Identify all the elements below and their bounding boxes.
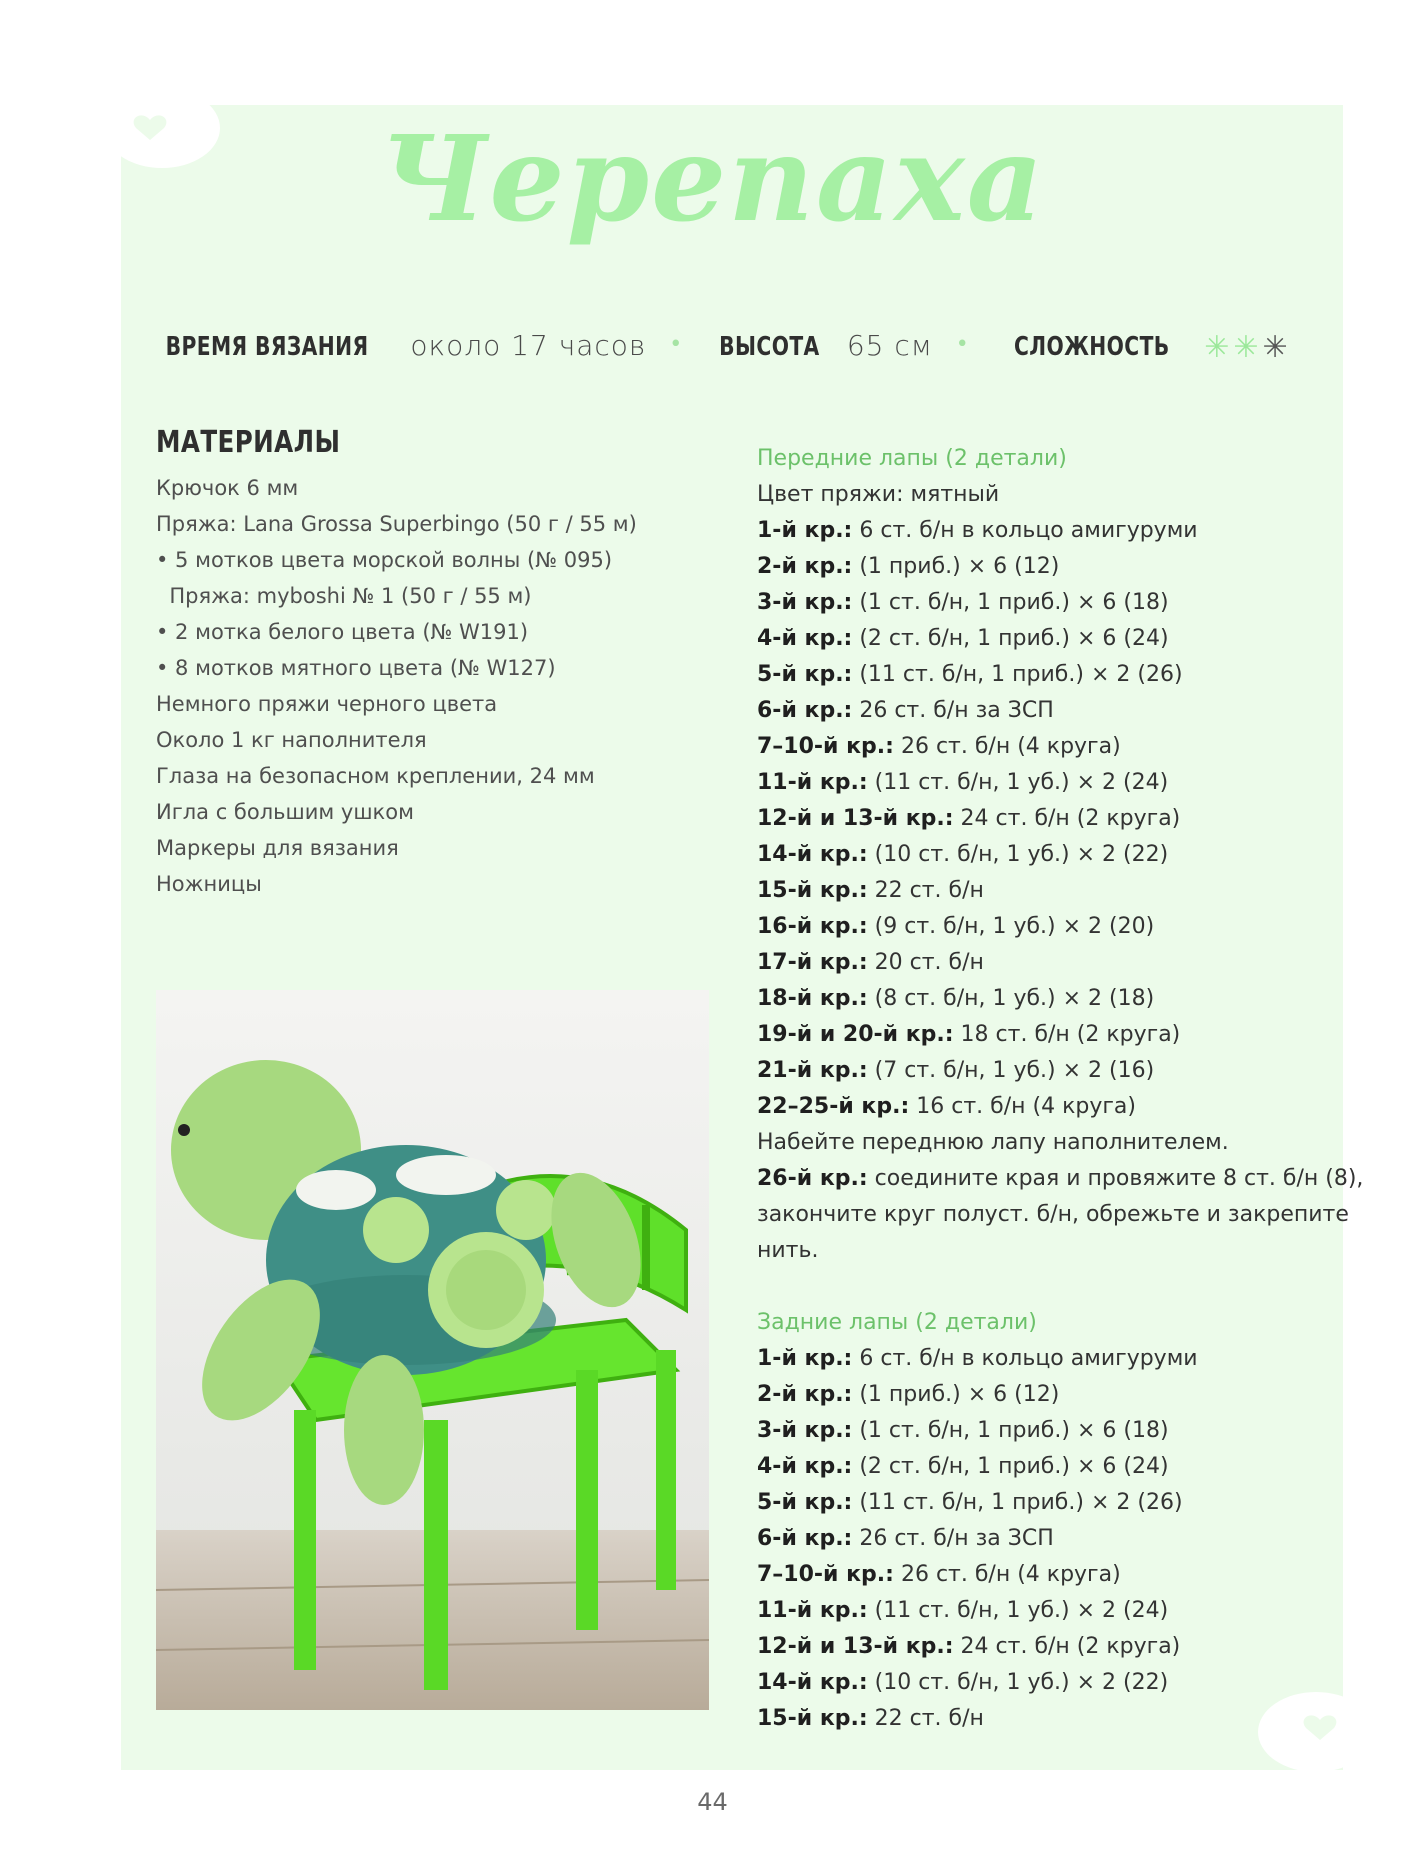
instruction-row [757, 1485, 1317, 1521]
round-text: 22 ст. б/н [867, 878, 984, 903]
round-text: Цвет пряжи: мятный [757, 482, 1000, 507]
round-label: 12-й и 13-й кр.: [757, 806, 954, 831]
materials-section [156, 425, 716, 902]
instruction-row [757, 1593, 1317, 1629]
round-text: 18 ст. б/н (2 круга) [953, 1022, 1181, 1047]
page-title: Черепаха [379, 109, 1046, 248]
meta-separator: • [955, 332, 969, 357]
instruction-row [757, 1161, 1364, 1197]
difficulty-star-icon: ✳ [1233, 330, 1259, 365]
materials-item: • 5 мотков цвета морской волны (№ 095) [156, 548, 613, 572]
round-label: 11-й кр.: [757, 770, 868, 795]
round-text: (11 ст. б/н, 1 уб.) × 2 (24) [867, 770, 1169, 795]
round-label: 16-й кр.: [757, 914, 868, 939]
instruction-row [757, 1665, 1317, 1701]
instruction-row [757, 729, 1317, 765]
instruction-row [757, 1701, 1317, 1737]
round-label: 5-й кр.: [757, 1490, 853, 1515]
instruction-row [757, 585, 1317, 621]
instruction-row [757, 1521, 1317, 1557]
round-label: 7–10-й кр.: [757, 734, 894, 759]
round-label: 4-й кр.: [757, 626, 853, 651]
round-label: 7–10-й кр.: [757, 1562, 894, 1587]
instruction-row [757, 549, 1317, 585]
instruction-row [757, 1089, 1317, 1125]
instruction-row [757, 1377, 1317, 1413]
instruction-row [757, 945, 1317, 981]
round-label: 3-й кр.: [757, 590, 853, 615]
instruction-row [757, 765, 1317, 801]
round-text: 24 ст. б/н (2 круга) [953, 806, 1181, 831]
round-text: (11 ст. б/н, 1 приб.) × 2 (26) [852, 1490, 1183, 1515]
round-text: (11 ст. б/н, 1 уб.) × 2 (24) [867, 1598, 1169, 1623]
knitting-time-label: ВРЕМЯ ВЯЗАНИЯ [165, 332, 369, 362]
round-label: 2-й кр.: [757, 554, 853, 579]
round-label: 18-й кр.: [757, 986, 868, 1011]
round-label: 19-й и 20-й кр.: [757, 1022, 954, 1047]
turtle-photo [156, 990, 709, 1710]
round-label: 21-й кр.: [757, 1058, 868, 1083]
materials-item: Около 1 кг наполнителя [156, 728, 427, 752]
round-text: 20 ст. б/н [867, 950, 984, 975]
round-label: 26-й кр.: [757, 1166, 868, 1191]
difficulty-label: СЛОЖНОСТЬ [1013, 332, 1170, 362]
instruction-row [757, 1341, 1317, 1377]
instruction-row [757, 1233, 1317, 1269]
materials-item: Крючок 6 мм [156, 476, 299, 500]
instruction-row [757, 801, 1317, 837]
round-label: 2-й кр.: [757, 1382, 853, 1407]
round-text: нить. [757, 1238, 819, 1263]
round-text: (1 ст. б/н, 1 приб.) × 6 (18) [852, 590, 1169, 615]
back-legs-heading: Задние лапы (2 детали) [757, 1310, 1037, 1335]
instruction-row [757, 1629, 1317, 1665]
round-label: 15-й кр.: [757, 1706, 868, 1731]
height-value: 65 см [846, 329, 933, 362]
round-label: 11-й кр.: [757, 1598, 868, 1623]
round-label: 14-й кр.: [757, 1670, 868, 1695]
materials-item: Игла с большим ушком [156, 800, 414, 824]
round-label: 4-й кр.: [757, 1454, 853, 1479]
front-legs-heading: Передние лапы (2 детали) [757, 446, 1067, 471]
instruction-row [757, 693, 1317, 729]
instruction-row [757, 1125, 1317, 1161]
materials-item: Маркеры для вязания [156, 836, 399, 860]
instruction-row [757, 657, 1317, 693]
round-text: 16 ст. б/н (4 круга) [909, 1094, 1136, 1119]
instruction-row [757, 873, 1317, 909]
round-label: 12-й и 13-й кр.: [757, 1634, 954, 1659]
round-label: 17-й кр.: [757, 950, 868, 975]
round-text: 26 ст. б/н за ЗСП [852, 698, 1054, 723]
materials-item: Глаза на безопасном креплении, 24 мм [156, 764, 595, 788]
round-text: (7 ст. б/н, 1 уб.) × 2 (16) [867, 1058, 1155, 1083]
meta-separator: • [669, 332, 683, 357]
round-text: закончите круг полуст. б/н, обрежьте и закрепите [757, 1202, 1349, 1227]
page-number: 44 [697, 1788, 728, 1816]
round-label: 1-й кр.: [757, 1346, 853, 1371]
round-label: 22–25-й кр.: [757, 1094, 910, 1119]
instructions-column [757, 441, 1364, 1737]
instruction-row [757, 621, 1317, 657]
instruction-row [757, 477, 1317, 513]
round-text: (10 ст. б/н, 1 уб.) × 2 (22) [867, 842, 1169, 867]
difficulty-rating [1200, 329, 1288, 365]
round-text: (9 ст. б/н, 1 уб.) × 2 (20) [867, 914, 1155, 939]
round-label: 5-й кр.: [757, 662, 853, 687]
round-text: (1 приб.) × 6 (12) [852, 554, 1060, 579]
round-text: (1 ст. б/н, 1 приб.) × 6 (18) [852, 1418, 1169, 1443]
round-text: Набейте переднюю лапу наполнителем. [757, 1130, 1229, 1155]
front-legs-instructions [757, 477, 1364, 1269]
round-text: (1 приб.) × 6 (12) [852, 1382, 1060, 1407]
difficulty-star-icon: ✳ [1204, 330, 1230, 365]
pattern-meta-bar [0, 328, 1425, 363]
instruction-row [757, 1557, 1317, 1593]
round-text: 26 ст. б/н (4 круга) [893, 734, 1121, 759]
round-label: 14-й кр.: [757, 842, 868, 867]
round-text: (11 ст. б/н, 1 приб.) × 2 (26) [852, 662, 1183, 687]
round-text: 26 ст. б/н за ЗСП [852, 1526, 1054, 1551]
materials-item: Пряжа: Lana Grossa Superbingo (50 г / 55 м) [156, 512, 637, 536]
difficulty-star-icon: ✳ [1262, 330, 1288, 365]
round-label: 6-й кр.: [757, 1526, 853, 1551]
materials-item: Пряжа: myboshi № 1 (50 г / 55 м) [156, 584, 532, 608]
materials-list [156, 470, 716, 902]
round-text: 24 ст. б/н (2 круга) [953, 1634, 1181, 1659]
materials-item: Ножницы [156, 872, 262, 896]
materials-heading: МАТЕРИАЛЫ [156, 425, 341, 460]
round-text: (2 ст. б/н, 1 приб.) × 6 (24) [852, 626, 1169, 651]
height-label: ВЫСОТА [719, 332, 820, 362]
instruction-row [757, 513, 1317, 549]
round-text: 6 ст. б/н в кольцо амигуруми [852, 1346, 1198, 1371]
round-label: 1-й кр.: [757, 518, 853, 543]
crochet-turtle-on-chair-image [156, 990, 709, 1710]
instruction-row [757, 1197, 1349, 1233]
instruction-row [757, 909, 1317, 945]
instruction-row [757, 1017, 1317, 1053]
instruction-row [757, 1449, 1317, 1485]
back-legs-instructions [757, 1341, 1317, 1737]
instruction-row [757, 981, 1317, 1017]
round-text: (2 ст. б/н, 1 приб.) × 6 (24) [852, 1454, 1169, 1479]
instruction-row [757, 1413, 1317, 1449]
materials-item: • 8 мотков мятного цвета (№ W127) [156, 656, 556, 680]
round-text: 6 ст. б/н в кольцо амигуруми [852, 518, 1198, 543]
round-label: 3-й кр.: [757, 1418, 853, 1443]
round-label: 15-й кр.: [757, 878, 868, 903]
round-label: 6-й кр.: [757, 698, 853, 723]
round-text: соедините края и провяжите 8 ст. б/н (8), [867, 1166, 1364, 1191]
round-text: 22 ст. б/н [867, 1706, 984, 1731]
materials-item: Немного пряжи черного цвета [156, 692, 498, 716]
round-text: (8 ст. б/н, 1 уб.) × 2 (18) [867, 986, 1155, 1011]
instruction-row [757, 1053, 1317, 1089]
instruction-row [757, 837, 1317, 873]
knitting-time-value: около 17 часов [410, 329, 647, 362]
round-text: (10 ст. б/н, 1 уб.) × 2 (22) [867, 1670, 1169, 1695]
round-text: 26 ст. б/н (4 круга) [893, 1562, 1121, 1587]
materials-item: • 2 мотка белого цвета (№ W191) [156, 620, 529, 644]
